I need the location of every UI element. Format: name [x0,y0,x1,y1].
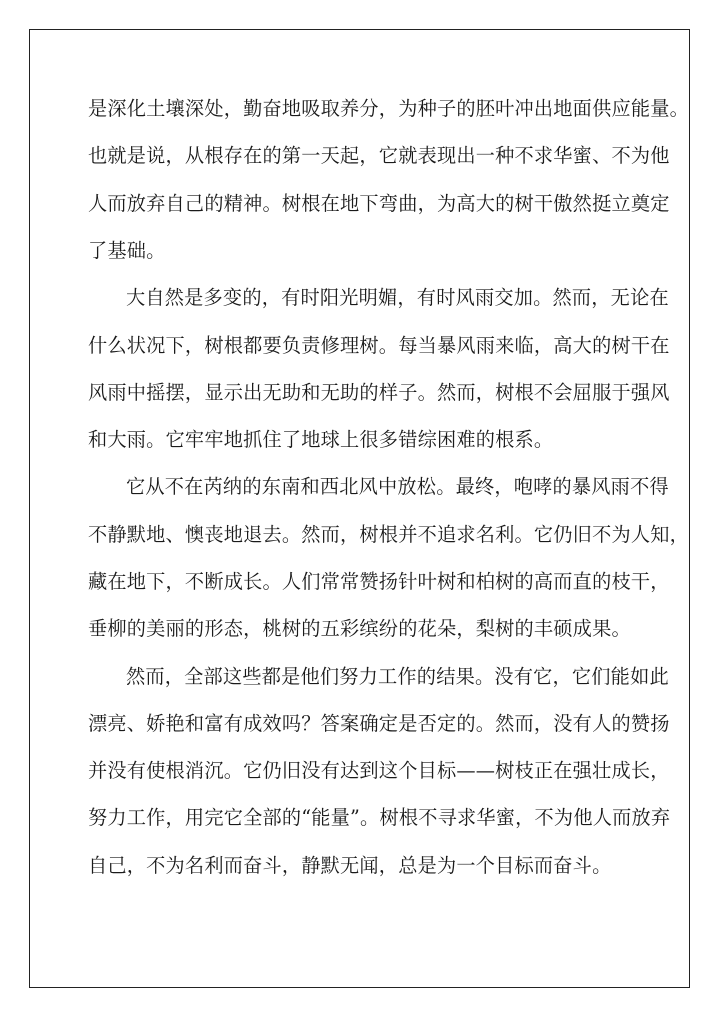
text-line: 什么状况下，树根都要负责修理树。每当暴风雨来临，高大的树干在 [88,334,670,357]
text-line: 自己，不为名利而奋斗，静默无闻，总是为一个目标而奋斗。 [88,854,612,877]
text-line: 不静默地、懊丧地退去。然而，树根并不追求名利。它仍旧不为人知， [88,523,690,546]
paragraph-first-line: 大自然是多变的，有时阳光明媚，有时风雨交加。然而，无论在 [126,286,669,309]
text-line: 努力工作，用完它全部的“能量”。树根不寻求华蜜，不为他人而放弃 [88,806,671,829]
text-line: 人而放弃自己的精神。树根在地下弯曲，为高大的树干傲然挺立奠定 [88,192,670,215]
paragraph-first-line: 它从不在芮纳的东南和西北风中放松。最终，咆哮的暴风雨不得 [126,475,669,498]
page-border [29,29,690,988]
text-line: 是深化土壤深处，勤奋地吸取养分，为种子的胚叶冲出地面供应能量。 [88,97,690,120]
text-line: 了基础。 [88,239,166,262]
text-line: 和大雨。它牢牢地抓住了地球上很多错综困难的根系。 [88,428,554,451]
text-line: 也就是说，从根存在的第一天起，它就表现出一种不求华蜜、不为他 [88,144,670,167]
text-line: 风雨中摇摆，显示出无助和无助的样子。然而，树根不会屈服于强风 [88,381,670,404]
text-line: 垂柳的美丽的形态，桃树的五彩缤纷的花朵，梨树的丰硕成果。 [88,617,631,640]
text-line: 漂亮、娇艳和富有成效吗？答案确定是否定的。然而，没有人的赞扬 [88,712,670,735]
text-line: 并没有使根消沉。它仍旧没有达到这个目标——树枝正在强壮成长， [88,759,670,782]
text-line: 藏在地下，不断成长。人们常常赞扬针叶树和柏树的高而直的枝干， [88,570,670,593]
paragraph-first-line: 然而，全部这些都是他们努力工作的结果。没有它，它们能如此 [126,665,669,688]
